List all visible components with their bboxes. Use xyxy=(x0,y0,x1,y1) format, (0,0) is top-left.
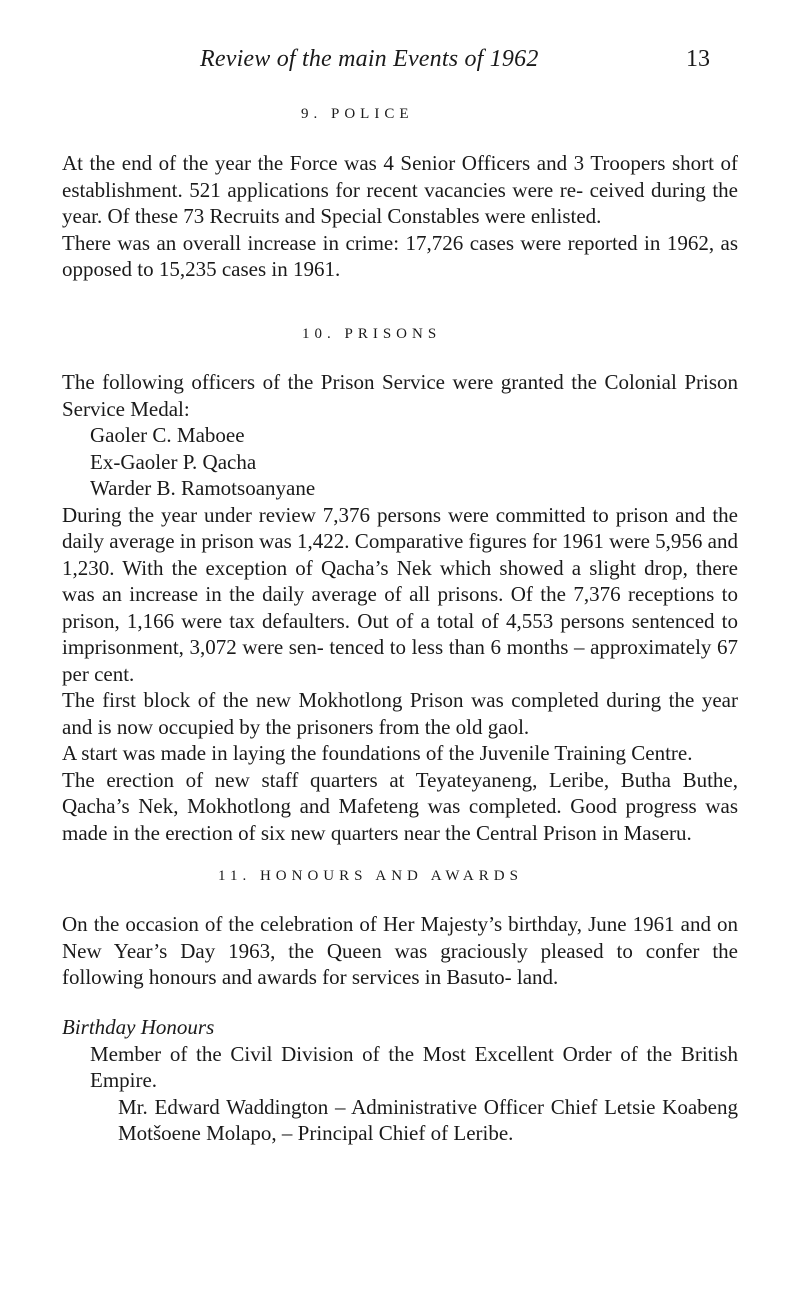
paragraph: Mr. Edward Waddington – Administrative Officer Chief Letsie Koabeng Motšoene Molapo, – Principal Chief of Leribe. xyxy=(118,1094,738,1145)
section-body-police xyxy=(62,150,738,283)
running-title: Review of the main Events of 1962 xyxy=(200,46,539,72)
paragraph: Member of the Civil Division of the Most Excellent Order of the British Empire. xyxy=(90,1041,738,1092)
section-heading-honours: 11. HONOURS AND AWARDS xyxy=(218,868,523,884)
page-number: 13 xyxy=(686,46,710,72)
section-body-honours xyxy=(62,911,738,991)
paragraph: The erection of new staff quarters at Teyateyaneng, Leribe, Butha Buthe, Qacha’s Nek, Mokhotlong and Mafeteng was completed. Good progress was made in the erection of six new quarters near the Central Prison in Maseru. xyxy=(62,767,738,845)
section-heading-prisons: 10. PRISONS xyxy=(302,326,442,342)
paragraph: A start was made in laying the foundations of the Juvenile Training Centre. xyxy=(62,741,693,765)
birthday-honours xyxy=(62,1014,738,1147)
paragraph: On the occasion of the celebration of Her Majesty’s birthday, June 1961 and on New Year’s Day 1963, the Queen was graciously pleased to confer the following honours and awards for services in Basuto- land. xyxy=(62,912,738,989)
section-body-prisons xyxy=(62,369,738,846)
paragraph: At the end of the year the Force was 4 Senior Officers and 3 Troopers short of establishment. 521 applications for recent vacancies were re- ceived during the year. Of these 73 Recruits and Special Constables were enlisted. xyxy=(62,151,738,228)
list-item: Ex-Gaoler P. Qacha xyxy=(90,449,257,474)
subheading-birthday-honours: Birthday Honours xyxy=(62,1015,215,1039)
list-item: Gaoler C. Maboee xyxy=(90,423,245,447)
section-heading-police: 9. POLICE xyxy=(301,106,414,122)
paragraph: During the year under review 7,376 persons were committed to prison and the daily average in prison was 1,422. Comparative figures for 1961 were 5,956 and 1,230. With the exception of Qacha’s Nek which showed a slight drop, there was an increase in the daily average of all prisons. Of the 7,376 receptions to prison, 1,166 were tax defaulters. Out of a total of 4,553 persons sentenced to imprisonment, 3,072 were sen- tenced to less than 6 months – approximately 67 per cent. xyxy=(62,502,738,686)
paragraph: The first block of the new Mokhotlong Prison was completed during the year and is now occupied by the prisoners from the old gaol. xyxy=(62,688,738,739)
list-item: Warder B. Ramotsoanyane xyxy=(90,476,316,500)
paragraph: The following officers of the Prison Service were granted the Colonial Prison Service Medal: xyxy=(62,370,738,421)
paragraph: There was an overall increase in crime: 17,726 cases were reported in 1962, as opposed to 15,235 cases in 1961. xyxy=(62,230,738,281)
